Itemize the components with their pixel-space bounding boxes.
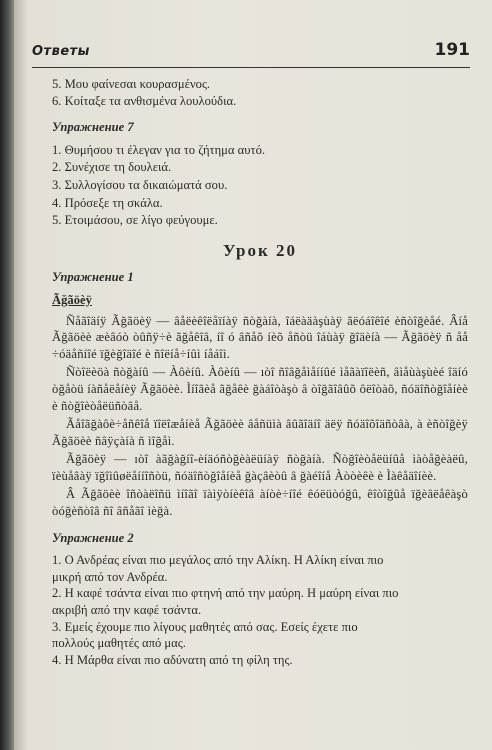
exercise-7-title: Упражнение 7 — [52, 120, 134, 135]
book-page — [14, 0, 492, 750]
page-content — [52, 76, 468, 668]
exercise-1-paragraph — [52, 313, 468, 363]
exercise-1-paragraph — [52, 486, 468, 519]
paragraph-text: Ãğãöèÿ — ıòî àãğàğíî-èíäóñòğèàëüíàÿ ñòğàíà. Ñòğîèòåëüíûå ìàòåğèàëû, ïèùåâàÿ ïğîìûøëåííîñòü, ñóäîñòğîåíèå ğàçâèòû â ğàéîíå Àòòèêè è Ìàêåäîíèè. — [52, 452, 468, 483]
exercise-2-line: 4. Η Μάρθα είναι πιο αδύνατη από τη φίλη της. — [52, 652, 293, 667]
answer-line: 5. Μου φαίνεσαι κουρασμένος. — [52, 77, 211, 91]
exercise-2-line: ακριβή από την καφέ τσάντα. — [52, 603, 202, 618]
answer-line: 6. Κοίταξε τα ανθισμένα λουλούδια. — [52, 93, 237, 108]
running-title: Ответы — [32, 44, 90, 59]
exercise-1-paragraph — [52, 416, 468, 449]
exercise-7-item: 4. Πρόσεξε τη σκάλα. — [52, 195, 163, 210]
lesson-title: Урок 20 — [222, 240, 298, 260]
exercise-2-title: Упражнение 2 — [52, 530, 134, 545]
exercise-7-item: 3. Συλλογίσου τα δικαιώματά σου. — [52, 177, 228, 192]
header-rule — [32, 67, 470, 68]
exercise-2-line: 3. Εμείς έχουμε πιο λίγους μαθητές από σας. Εσείς έχετε πιο — [52, 619, 358, 634]
exercise-2-line: 1. Ο Ανδρέας είναι πιο μεγάλος από την Αλίκη. Η Αλίκη είναι πιο — [52, 553, 384, 568]
exercise-7-item: 5. Ετοιμάσου, σε λίγο φεύγουμε. — [52, 213, 218, 228]
exercise-1-title: Упражнение 1 — [52, 270, 134, 285]
exercise-7-item: 1. Θυμήσου τι έλεγαν για το ζήτημα αυτό. — [52, 142, 266, 157]
exercise-2-line: μικρή από τον Ανδρέα. — [52, 569, 168, 584]
paragraph-text: Ãåîãğàôè÷åñêîå ïîëîæåíèå Ãğãöèè âåñüìà âûãîäíî äëÿ ñóäîõîäñòâà, à èñòîğèÿ Ãğãöèè ñâÿçàíà ñ ìîğåì. — [52, 417, 468, 448]
page-number: 191 — [434, 40, 470, 60]
paragraph-text: Â Ãğãöèè îñòàëîñü ìíîãî ïàìÿòíèêîâ àíòè÷íîé êóëüòóğû, êîòîğûå ïğèâëåêàşò òóğèñòîâ ñî âñåãî ìèğà. — [52, 487, 468, 519]
exercise-1-subtitle: Ãğãöèÿ — [52, 292, 92, 307]
exercise-2-line: 2. Η καφέ τσάντα είναι πιο φτηνή από την μαύρη. Η μαύρη είναι πιο — [52, 586, 399, 601]
page-header — [32, 40, 470, 66]
exercise-1-paragraph — [52, 451, 468, 484]
exercise-1-paragraph — [52, 364, 468, 414]
book-spine — [0, 0, 14, 750]
exercise-7-item: 2. Συνέχισε τη δουλειά. — [52, 160, 172, 175]
paragraph-text: Ñåãîäíÿ Ãğãöèÿ — âåëèêîëåïíàÿ ñòğàíà, îáëàäàşùàÿ ãëóáîêîé èñòîğèåé. Âíå Ãğãöèè æèâóò òûñÿ÷è ãğåêîâ, íî ó âñåõ íèõ åñòü îáùàÿ ğîäèíà — Ãğãöèÿ ñ åå ÷óäåñíîé ïğèğîäîé è ñîëíå÷íûì íåáîì. — [52, 313, 468, 361]
paragraph-text: Ñòîëèöà ñòğàíû — Àôèíû. Àôèíû — ıòî ñîâğåìåííûé ìåãàïîëèñ, âìåùàşùèé îäíó òğåòü íàñåëåíèÿ Ãğãöèè. Ìíîãèå ãğåêè ğàáîòàşò â òîğãîâûõ ôëîòàõ, ñóäîñòğîåíèè è ñòğîèòåëüñòâå. — [52, 365, 468, 413]
exercise-2-line: πολλούς μαθητές από μας. — [52, 636, 186, 651]
